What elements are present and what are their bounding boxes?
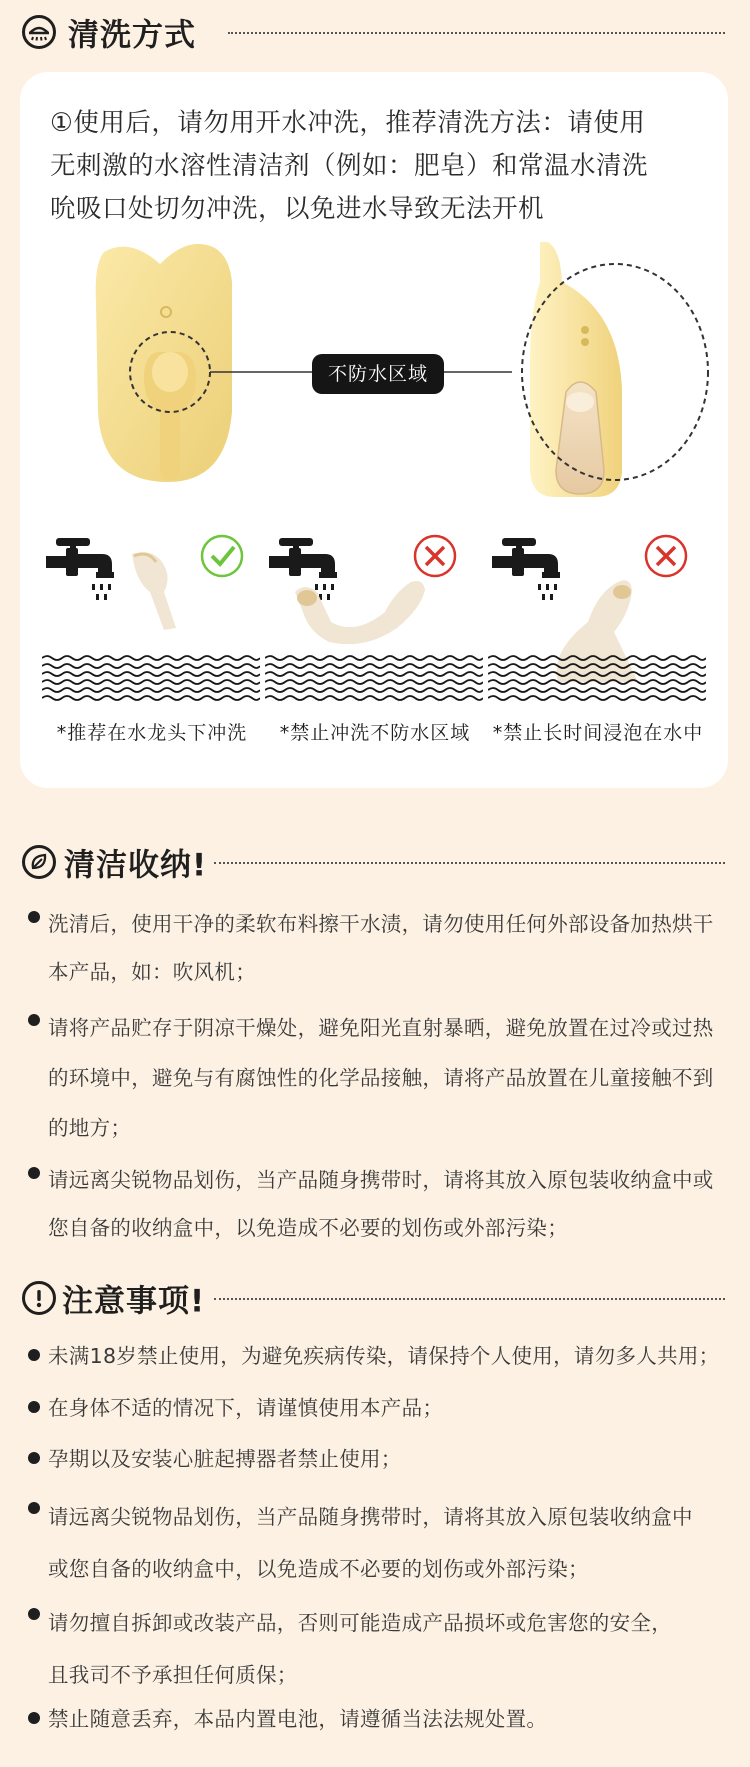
list-item-line: 洗清后，使用干净的柔软布料擦干水渍，请勿使用任何外部设备加热烘干	[48, 912, 714, 936]
list-item-line: 的地方；	[48, 1116, 132, 1140]
water-waves	[265, 656, 483, 700]
panel-caption: *禁止冲洗不防水区域	[279, 722, 471, 744]
list-item	[48, 1338, 726, 1374]
list-item	[48, 1701, 726, 1737]
list-item-line: 孕期以及安装心脏起搏器者禁止使用；	[48, 1447, 402, 1471]
list-item-line: 您自备的收纳盒中，以免造成不必要的划伤或外部污染；	[48, 1216, 568, 1240]
list-item-line: 或您自备的收纳盒中，以免造成不必要的划伤或外部污染；	[48, 1557, 589, 1581]
list-item	[48, 1003, 726, 1153]
list-item-line: 的环境中，避免与有腐蚀性的化学品接触，请将产品放置在儿童接触不到	[48, 1066, 714, 1090]
panel-caption: *禁止长时间浸泡在水中	[492, 722, 704, 744]
section-title: 注意事项!	[62, 1283, 206, 1320]
list-item	[48, 1390, 726, 1426]
check-icon	[202, 536, 242, 576]
list-item	[48, 900, 726, 996]
wash-instructions	[50, 102, 710, 231]
divider	[214, 1298, 725, 1300]
faucet-rinse-illustration	[42, 532, 260, 712]
instruction-line: 吮吸口处切勿冲洗，以免进水导致无法开机	[50, 194, 545, 224]
exclamation-icon	[22, 1281, 56, 1315]
shower-icon	[22, 15, 56, 49]
soak-illustration	[488, 532, 706, 712]
faucet-icon	[492, 538, 560, 600]
list-item-line: 在身体不适的情况下，请谨慎使用本产品；	[48, 1396, 444, 1420]
faucet-icon	[46, 538, 114, 600]
list-item-line: 本产品，如：吹风机；	[48, 960, 256, 984]
section-header-wash	[0, 2, 750, 62]
section-title: 清洁收纳!	[64, 847, 208, 884]
instruction-line: 无刺激的水溶性清洁剂（例如：肥皂）和常温水清洗	[50, 151, 649, 181]
divider	[214, 862, 725, 864]
section-header-notice	[0, 1268, 750, 1328]
list-item	[48, 1441, 726, 1477]
panel-no-soak	[488, 532, 706, 782]
panel-recommended	[42, 532, 260, 782]
list-item-line: 未满18岁禁止使用，为避免疾病传染，请保持个人使用，请勿多人共用；	[48, 1344, 720, 1368]
water-waves	[42, 656, 260, 700]
list-item-line: 请远离尖锐物品划伤，当产品随身携带时，请将其放入原包装收纳盒中或	[48, 1168, 714, 1192]
list-item-line: 请远离尖锐物品划伤，当产品随身携带时，请将其放入原包装收纳盒中	[48, 1505, 693, 1529]
divider	[228, 32, 725, 34]
wash-card	[20, 72, 728, 788]
list-item-line: 且我司不予承担任何质保；	[48, 1663, 298, 1687]
section-title: 清洗方式	[68, 17, 196, 54]
list-item	[48, 1597, 726, 1701]
faucet-rinse-illustration	[265, 532, 483, 712]
instruction-line: ①使用后，请勿用开水冲洗，推荐清洗方法：请使用	[50, 108, 646, 138]
leaf-icon	[22, 845, 56, 879]
list-item	[48, 1156, 726, 1252]
panel-no-rinse-zone	[265, 532, 483, 782]
list-item-line: 禁止随意丢弃，本品内置电池，请遵循当法法规处置。	[48, 1707, 548, 1731]
list-item	[48, 1491, 726, 1595]
non-waterproof-zone-label: 不防水区域	[312, 354, 444, 394]
list-item-line: 请将产品贮存于阴凉干燥处，避免阳光直射暴晒，避免放置在过冷或过热	[48, 1016, 714, 1040]
section-header-storage	[0, 832, 750, 892]
panel-caption: *推荐在水龙头下冲洗	[56, 722, 248, 744]
list-item-line: 请勿擅自拆卸或改装产品，否则可能造成产品损坏或危害您的安全，	[48, 1611, 672, 1635]
